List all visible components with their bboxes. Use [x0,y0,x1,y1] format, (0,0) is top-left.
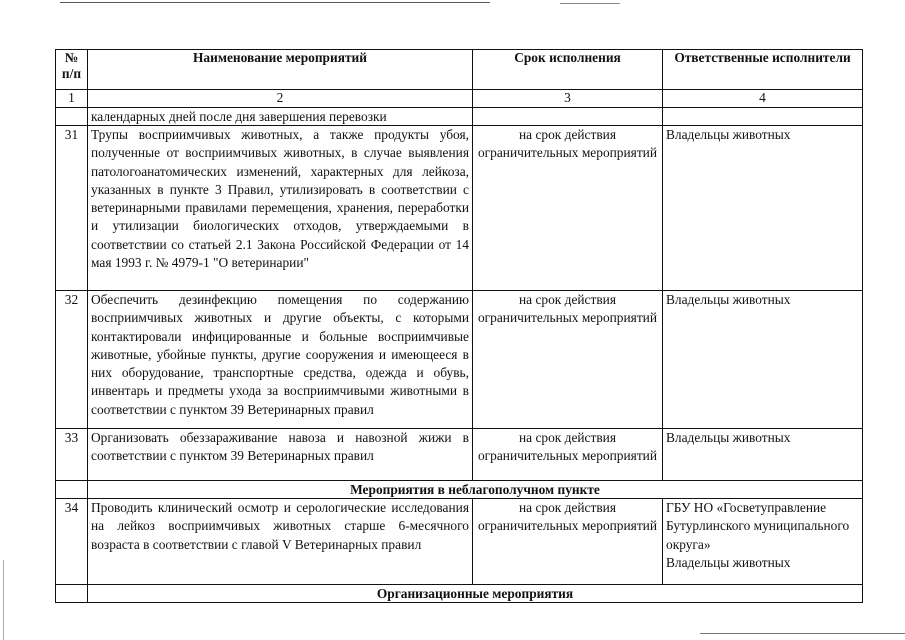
table-row [56,126,863,291]
responsible-organization: ГБУ НО «Госветуправление Бутурлинского муниципального округа» [666,500,850,552]
continued-row [56,108,863,126]
row-deadline: на срок действия ограничительных мероприятий [473,291,663,429]
section-row [56,481,863,499]
row-deadline: на срок действия ограничительных мероприятий [473,126,663,291]
row-responsible [663,499,863,585]
table-header-row [56,50,863,90]
row-responsible: Владельцы животных [663,291,863,429]
row-deadline: на срок действия ограничительных мероприятий [473,499,663,585]
header-deadline: Срок исполнения [473,50,663,90]
row-responsible: Владельцы животных [663,126,863,291]
column-number: 3 [473,90,663,108]
section-title: Организационные мероприятия [88,585,863,603]
row-name: Проводить клинический осмотр и серологические исследования на лейкоз восприимчивых животных старше 6-месячного возраста в соответствии с главой V Ветеринарных правил [88,499,473,585]
row-name: Обеспечить дезинфекцию помещения по содержанию восприимчивых животных и другие объекты, с которыми контактировали инфицированные и больные восприимчивые животные, убойные пункты, другие сооружения и имеющееся в них оборудование, транспортные средства, одежда и обувь, инвентарь и предметы ухода за восприимчивыми животными в соответствии с пунктом 39 Ветеринарных правил [88,291,473,429]
row-num: 32 [56,291,88,429]
scan-artifact-top-right [560,3,620,4]
table-row [56,429,863,481]
row-num: 34 [56,499,88,585]
row-name: Организовать обеззараживание навоза и навозной жижи в соответствии с пунктом 39 Ветеринарных правил [88,429,473,481]
section-title: Мероприятия в неблагополучном пункте [88,481,863,499]
scan-artifact-top [60,2,490,3]
row-responsible: Владельцы животных [663,429,863,481]
row-num: 33 [56,429,88,481]
header-responsible: Ответственные исполнители [663,50,863,90]
scan-artifact-bottom [700,633,905,634]
responsible-owners: Владельцы животных [666,554,791,570]
table-row [56,499,863,585]
continued-text: календарных дней после дня завершения перевозки [88,108,473,126]
measures-table [55,49,863,603]
column-number: 1 [56,90,88,108]
column-number: 4 [663,90,863,108]
scan-artifact-left [3,560,4,640]
header-name: Наименование мероприятий [88,50,473,90]
header-num: № п/п [56,50,88,90]
column-number-row [56,90,863,108]
row-num: 31 [56,126,88,291]
column-number: 2 [88,90,473,108]
section-row [56,585,863,603]
row-deadline: на срок действия ограничительных мероприятий [473,429,663,481]
row-name: Трупы восприимчивых животных, а также продукты убоя, полученные от восприимчивых животных, в случае выявления патологоанатомических изменений, характерных для лейкоза, указанных в пункте 3 Правил, утилизировать в соответствии с ветеринарными правилами перемещения, хранения, переработки и утилизации биологических отходов, утверждаемыми в соответствии со статьей 2.1 Закона Российской Федерации от 14 мая 1993 г. № 4979-1 "О ветеринарии" [88,126,473,291]
table-row [56,291,863,429]
